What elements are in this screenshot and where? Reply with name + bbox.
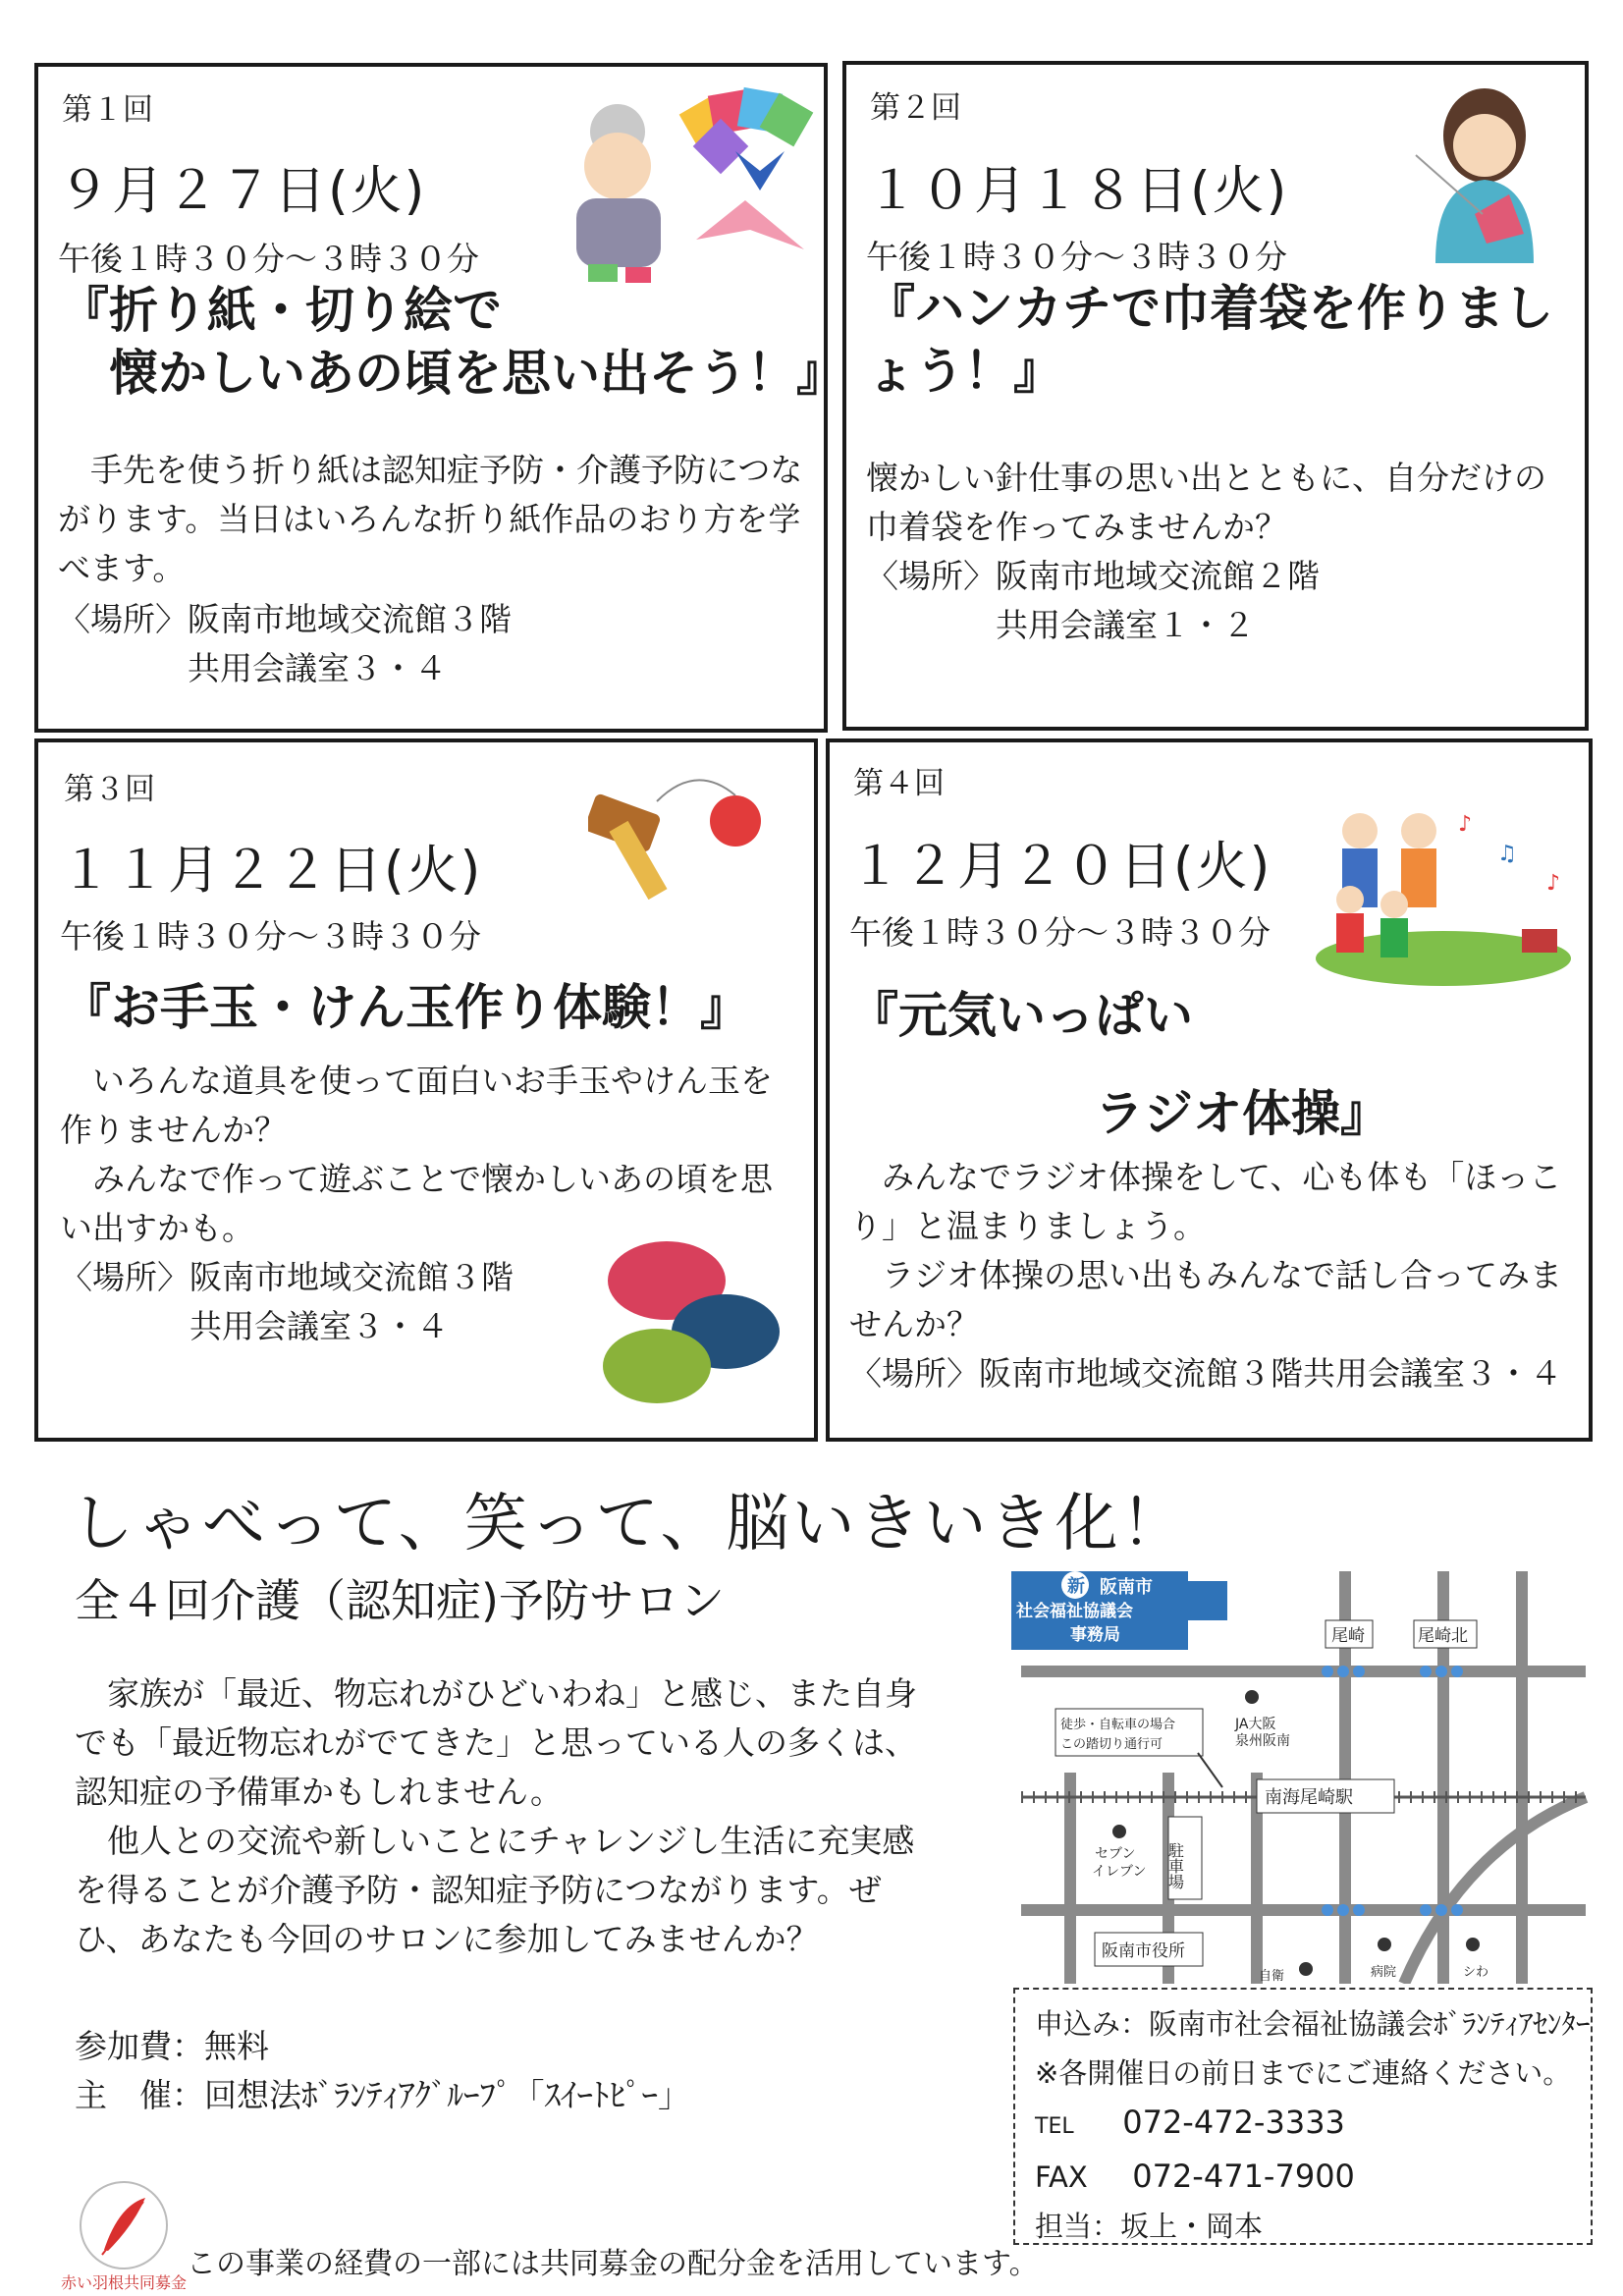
map-office-line2: 社会福祉協議会 [1016,1602,1133,1621]
svg-text:♫: ♫ [1497,842,1517,866]
map-city-hall: 阪南市役所 [1102,1941,1185,1961]
radio-exercise-illustration [1311,792,1576,988]
intro-p1: 家族が「最近、物忘れがひどいわね」と感じ、また自身でも「最近物忘れがでてきた」と思っている人の多くは、認知症の予備軍かもしれません。 [75,1674,917,1811]
session-3-date: １１月２２日(火) [60,841,483,901]
host: 主 催：回想法ﾎﾞﾗﾝﾃｨｱｸﾞﾙｰﾌﾟ「ｽｲｰﾄﾋﾟｰ」 [75,2076,690,2114]
footer-note: この事業の経費の一部には共同募金の配分金を活用しています。 [187,2247,1039,2281]
map-store-2: イレブン [1092,1864,1147,1880]
session-3-desc [60,1057,798,1253]
contact-tel-label: TEL [1035,2114,1074,2139]
session-1-box [34,63,845,733]
session-1-desc [58,446,804,593]
svg-text:♪: ♪ [1546,871,1561,896]
intro-text [75,1669,939,1964]
contact-apply: 申込み：阪南市社会福祉協議会ﾎﾞﾗﾝﾃｨｱｾﾝﾀｰ [1035,2007,1591,2041]
map-store-1: セブン [1095,1846,1136,1862]
session-1-desc-p1: 手先を使う折り紙は認知症予防・介護予防につながります。当日はいろんな折り紙作品のおり方を学べます。 [58,451,803,587]
session-4-place: 〈場所〉阪南市地域交流館３階共用会議室３・４ [849,1354,1562,1393]
map-parking: 駐車場 [1165,1842,1185,1889]
contact-tel: 072-472-3333 [1122,2104,1345,2141]
map-label-c: シわ [1463,1965,1489,1980]
kendama-illustration [588,762,784,900]
session-4-desc [849,1153,1576,1349]
session-4-desc-p2: ラジオ体操の思い出もみんなで話し合ってみませんか？ [849,1256,1562,1343]
session-3-desc-p2: みんなで作って遊ぶことで懐かしいあの頃を思い出すかも。 [60,1160,773,1247]
session-2-time: 午後１時３０分～３時３０分 [866,238,1287,276]
svg-text:♪: ♪ [1458,812,1473,837]
session-4-desc-p1: みんなでラジオ体操をして、心も体も「ほっこり」と温まりましょう。 [849,1158,1562,1245]
session-4-box [826,738,1593,1442]
red-feather-logo [75,2176,173,2274]
sewing-woman-illustration [1377,77,1573,263]
session-2-date: １０月１８日(火) [866,161,1289,221]
session-1-date: ９月２７日(火) [58,161,427,221]
otedama-illustration [598,1233,784,1410]
session-3-desc-p1: いろんな道具を使って面白いお手玉やけん玉を作りませんか？ [60,1062,773,1149]
session-3-box [34,738,818,1442]
contact-fax-row [1035,2152,1591,2202]
map-crossing-note-1: 徒歩・自転車の場合 [1060,1718,1176,1732]
fee: 参加費：無料 [75,2027,269,2065]
map-bank-1: JA大阪 [1235,1717,1276,1732]
session-2-title [866,277,1573,403]
map-label-b: 病院 [1371,1965,1397,1980]
session-2-number: 第２回 [870,90,961,126]
session-1-time: 午後１時３０分～３時３０分 [58,240,479,278]
map-office-badge: 新 [1067,1576,1085,1597]
map-crossing-note-2: この踏切り通行可 [1060,1737,1163,1752]
map-signal-1: 尾崎 [1331,1626,1365,1646]
session-3-number: 第３回 [64,772,155,807]
session-1-number: 第１回 [62,92,153,128]
map-bank-2: 泉州阪南 [1235,1733,1290,1749]
map-station: 南海尾崎駅 [1265,1787,1353,1808]
map-office-line1: 阪南市 [1100,1577,1153,1598]
session-4-title: 『元気いっぱい ラジオ体操』 [849,987,1389,1142]
access-map [1011,1552,1591,1984]
session-2-desc-p1: 懐かしい針仕事の思い出とともに、自分だけの巾着袋を作ってみませんか？ [866,459,1546,546]
map-label-a: 自衛 [1259,1969,1285,1984]
contact-fax: 072-471-7900 [1132,2158,1355,2195]
session-2-desc [866,454,1565,552]
session-3-title: 『お手玉・けん玉作り体験！』 [62,979,749,1036]
session-2-place: 〈場所〉阪南市地域交流館２階 共用会議室１・２ [866,557,1320,644]
intro-p2: 他人との交流や新しいことにチャレンジし生活に充実感を得ることが介護予防・認知症予防につながります。ぜひ、あなたも今回のサロンに参加してみませんか？ [75,1822,915,1958]
headline: しゃべって、笑って、脳いきいき化！ [71,1488,1187,1560]
session-2-box [842,61,1589,731]
session-1-place: 〈場所〉阪南市地域交流館３階 共用会議室３・４ [58,600,512,687]
session-3-time: 午後１時３０分～３時３０分 [60,917,481,956]
map-office-line3: 事務局 [1070,1625,1120,1645]
session-2-title-text: 『ハンカチで巾着袋を作りましょう！』 [866,280,1553,400]
session-4-number: 第４回 [853,766,945,801]
contact-fax-label: FAX [1035,2160,1088,2194]
contact-tel-row [1035,2098,1591,2152]
session-3-place: 〈場所〉阪南市地域交流館３階 共用会議室３・４ [60,1258,514,1345]
logo-caption: 赤い羽根共同募金 [61,2273,188,2292]
session-4-date: １２月２０日(火) [849,837,1272,897]
subheadline: 全４回介護（認知症)予防サロン [75,1574,725,1627]
session-4-time: 午後１時３０分～３時３０分 [849,913,1271,952]
contact-box [1013,1988,1593,2245]
session-1-title: 『折り紙・切り絵で 懐かしいあの頃を思い出そう！』 [60,282,845,402]
contact-person: 担当：坂上・岡本 [1035,2210,1264,2243]
origami-grandma-illustration [549,82,824,299]
contact-note: ※各開催日の前日までにご連絡ください。 [1035,2056,1572,2090]
map-signal-2: 尾崎北 [1418,1626,1468,1646]
